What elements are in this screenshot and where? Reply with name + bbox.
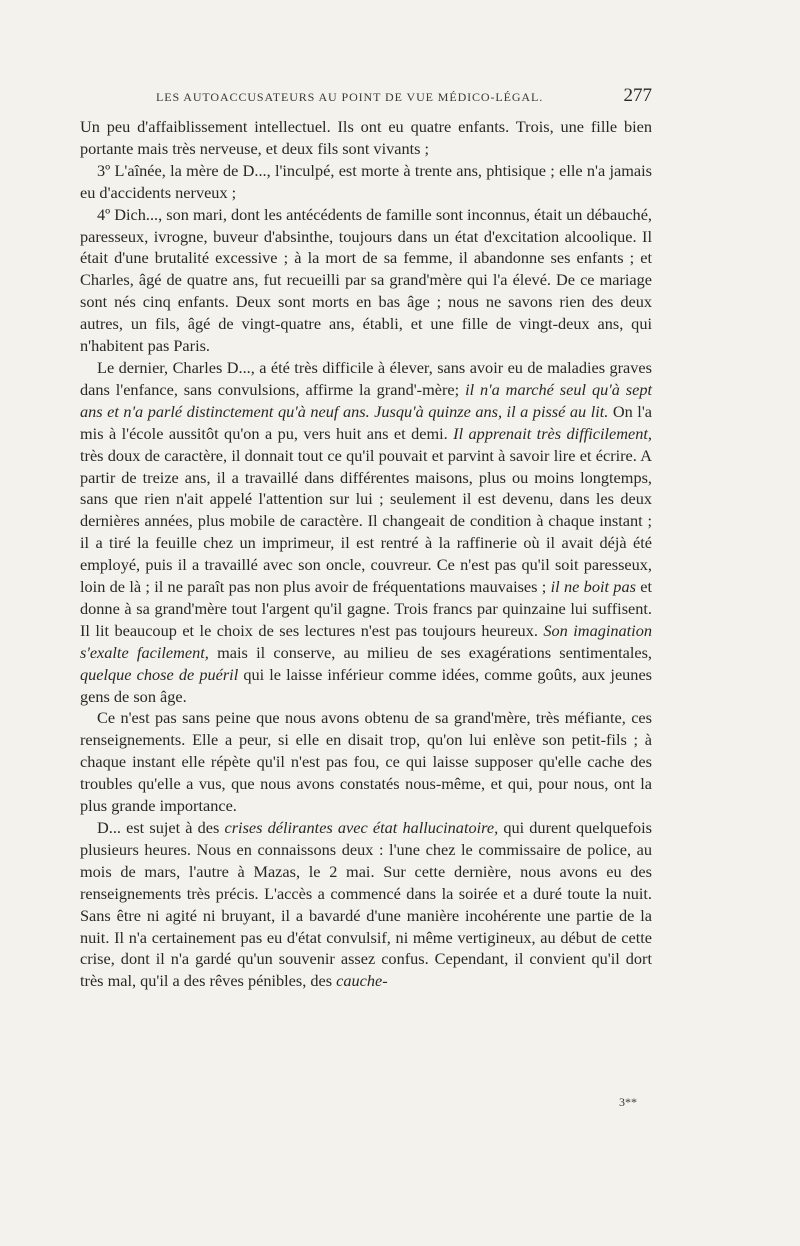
body-text xyxy=(80,116,652,992)
text-segment: On l'a mis à l'école aussitôt qu'on a pu, vers huit ans et demi. xyxy=(80,401,652,443)
paragraph xyxy=(80,160,652,204)
text-segment: Ce n'est pas sans peine que nous avons obtenu de sa grand'mère, très méfiante, ces renseignements. Elle a peur, si elle en disait trop, qu'on lui enlève son petit-fils ; à chaque instant elle répète qu'il n'est pas fou, ce qui laisse supposer qu'elle cache des troubles qu'elle a vus, que nous avons constatés nous-même, et qui, pour nous, ont la plus grande importance. xyxy=(80,708,652,816)
italic-text-segment: quelque chose de puéril xyxy=(80,664,239,684)
paragraph xyxy=(80,357,652,708)
paragraph xyxy=(80,116,652,160)
page-number: 277 xyxy=(623,85,652,106)
text-segment: 4º Dich..., son mari, dont les antécédents de famille sont inconnus, était un débauché, paresseux, ivrogne, buveur d'absinthe, toujours dans un état d'excitation alcoolique. Il était d'une brutalité excessive ; à la mort de sa femme, il abandonne ses enfants ; et Charles, âgé de quatre ans, fut recueilli par sa grand'mère qui l'a élevé. De ce mariage sont nés cinq enfants. Deux sont morts en bas âge ; nous ne savons rien des deux autres, un fils, âgé de vingt-quatre ans, établi, et une fille de vingt-deux ans, qui n'habitent pas Paris. xyxy=(80,204,652,356)
paragraph xyxy=(80,817,652,992)
paragraph xyxy=(80,204,652,357)
text-segment: Un peu d'affaiblissement intellectuel. Ils ont eu quatre enfants. Trois, une fille bien portante mais très nerveuse, et deux fils sont vivants ; xyxy=(80,117,652,158)
italic-text-segment: il ne boit pas xyxy=(550,577,636,597)
text-segment: 3º L'aînée, la mère de D..., l'inculpé, est morte à trente ans, phtisique ; elle n'a jamais eu d'accidents nerveux ; xyxy=(80,160,652,202)
italic-text-segment: cauche- xyxy=(336,971,388,991)
text-segment: qui le laisse inférieur comme idées, comme goûts, aux jeunes gens de son âge. xyxy=(80,664,653,706)
text-segment: et donne à sa grand'mère tout l'argent qu'il gagne. Trois francs par quinzaine lui suffisent. Il lit beaucoup et le choix de ses lectures n'est pas toujours heureux. xyxy=(80,577,652,640)
italic-text-segment: crises délirantes avec état hallucinatoire, xyxy=(224,818,499,837)
italic-text-segment: il n'a marché seul qu'à sept ans et n'a parlé distinctement qu'à neuf ans. Jusqu'à quinze ans, il a pissé au lit. xyxy=(80,379,652,421)
running-title: LES AUTOACCUSATEURS AU POINT DE VUE MÉDICO-LÉGAL. xyxy=(156,90,544,104)
text-segment: Le dernier, Charles D..., a été très difficile à élever, sans avoir eu de maladies graves dans l'enfance, sans convulsions, affirme la grand'-mère; xyxy=(80,357,652,399)
text-segment: très doux de caractère, il donnait tout ce qu'il pouvait et parvint à savoir lire et écrire. A partir de treize ans, il a travaillé dans différentes maisons, plus ou moins longtemps, sans que rien n'ait appelé l'attention sur lui ; seulement il est devenu, dans les deux dernières années, plus mobile de caractère. Il changeait de condition à chaque instant ; il a tiré la feuille chez un imprimeur, il est rentré à la raffinerie où il avait déjà été employé, puis il a travaillé avec son oncle, couvreur. Ce n'est pas qu'il soit paresseux, loin de là ; il ne paraît pas non plus avoir de fréquentations mauvaises ; xyxy=(80,445,652,597)
text-segment: D... est sujet à des xyxy=(97,818,225,837)
paragraph xyxy=(80,707,652,817)
italic-text-segment: Il apprenait très difficilement, xyxy=(453,423,652,443)
text-segment: qui durent quelquefois plusieurs heures. Nous en connaissons deux : l'une chez le commissaire de police, au mois de mars, l'autre à Mazas, le 2 mai. Sur cette dernière, nous avons eu des renseignements très précis. L'accès a commencé dans la soirée et a duré toute la nuit. Sans être ni agité ni bruyant, il a bavardé d'une manière incohérente une partie de la nuit. Il n'a certainement pas eu d'état convulsif, ni même vertigineux, au début de cette crise, dont il n'a gardé qu'un souvenir assez confus. Cependant, il convient qu'il dort très mal, qu'il a des rêves pénibles, des xyxy=(80,818,652,991)
signature-mark: 3** xyxy=(619,1095,637,1109)
text-segment: mais il conserve, au milieu de ses exagérations sentimentales, xyxy=(208,642,652,662)
italic-text-segment: Son imagination s'exalte facilement, xyxy=(80,620,652,662)
running-head xyxy=(80,85,652,112)
